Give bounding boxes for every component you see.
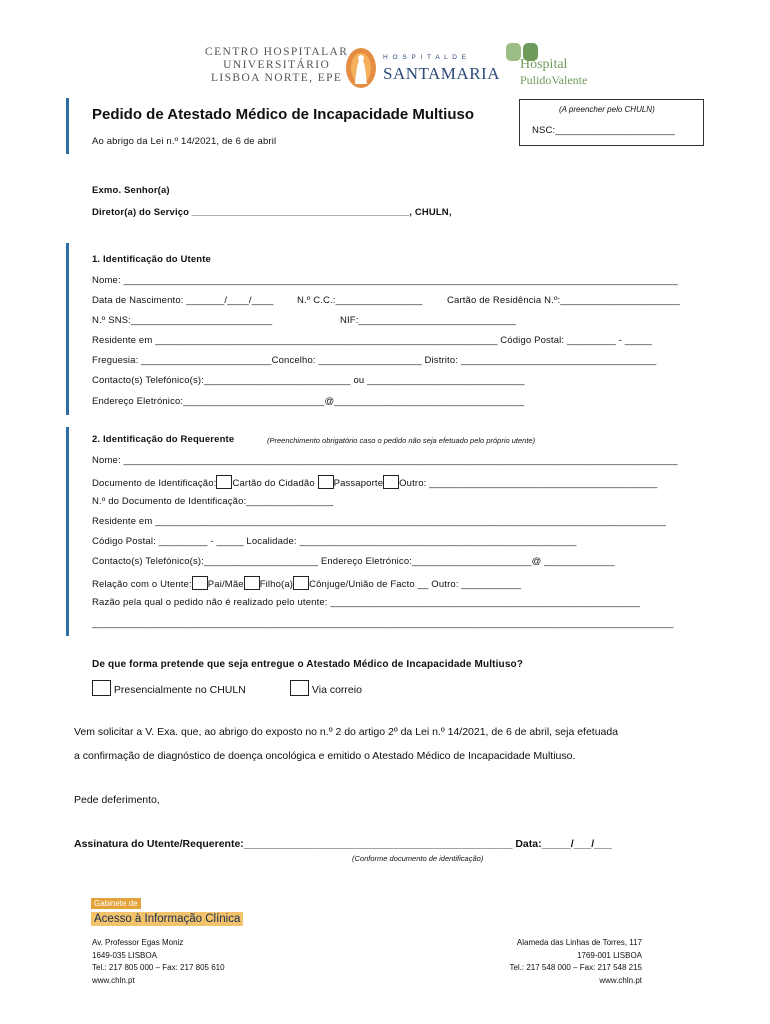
request-text-line2: a confirmação de diagnóstico de doença oncológica e emitido o Atestado Médico de Incapacidade Multiuso. bbox=[74, 750, 576, 762]
passaporte-checkbox[interactable] bbox=[318, 475, 334, 489]
gabinete-logo bbox=[91, 893, 243, 926]
chuln-use-box bbox=[519, 99, 704, 146]
hpv-name-line1: Hospital bbox=[520, 57, 568, 72]
gabinete-top-label: Gabinete de bbox=[91, 898, 141, 909]
accent-bar bbox=[66, 98, 69, 154]
pai-mae-checkbox[interactable] bbox=[192, 576, 208, 590]
signature-note: (Conforme documento de identificação) bbox=[352, 854, 484, 863]
utente-nif-field[interactable]: NIF:_____________________________ bbox=[340, 315, 517, 326]
signature-date-field[interactable]: Data:_____/___/___ bbox=[515, 838, 612, 850]
utente-email-field[interactable]: Endereço Eletrónico:__________________________@___________________________________ bbox=[92, 396, 525, 407]
razao-field[interactable]: Razão pela qual o pedido não é realizado pelo utente: _________________________________________________________ bbox=[92, 597, 641, 608]
razao-field-line2[interactable]: ___________________________________________________________________________________________________________ bbox=[92, 618, 674, 629]
footer-right-link[interactable]: www.chln.pt bbox=[599, 975, 642, 985]
chul-logo-line: CENTRO HOSPITALAR bbox=[205, 46, 349, 58]
footer-right-line: Tel.: 217 548 000 – Fax: 217 548 215 bbox=[509, 963, 642, 972]
relacao-label: Relação com o Utente: bbox=[92, 579, 192, 590]
utente-freguesia-field[interactable]: Freguesia: ________________________Concelho: ___________________ Distrito: ____________________________________ bbox=[92, 355, 657, 366]
presencial-checkbox[interactable] bbox=[92, 680, 111, 696]
filho-checkbox[interactable] bbox=[244, 576, 260, 590]
cartao-cidadao-label: Cartão do Cidadão bbox=[232, 478, 315, 489]
requerente-contacto-field[interactable]: Contacto(s) Telefónico(s):_____________________ Endereço Eletrónico:______________________@ _____________ bbox=[92, 556, 615, 567]
request-text-line1: Vem solicitar a V. Exa. que, ao abrigo do exposto no n.º 2 do artigo 2º da Lei n.º 14/2021, de 6 de abril, seja efetuada bbox=[74, 726, 619, 738]
passaporte-label: Passaporte bbox=[333, 478, 384, 489]
relacao-utente-row bbox=[92, 576, 521, 590]
section1-accent-bar bbox=[66, 243, 69, 415]
section2-accent-bar bbox=[66, 427, 69, 636]
salutation-service-field[interactable]: Diretor(a) do Serviço ________________________________________, CHULN, bbox=[92, 207, 452, 218]
section2-heading: 2. Identificação do Requerente bbox=[92, 434, 235, 445]
presencial-label: Presencialmente no CHULN bbox=[113, 684, 246, 696]
page-title: Pedido de Atestado Médico de Incapacidade Multiuso bbox=[92, 106, 475, 123]
requerente-codigo-postal-field[interactable]: Código Postal: _________ - _____ Localidade: ___________________________________________________ bbox=[92, 536, 577, 547]
delivery-option-correio[interactable] bbox=[290, 680, 362, 696]
footer-right-line: 1769-001 LISBOA bbox=[577, 950, 642, 960]
footer-right-line: Alameda das Linhas de Torres, 117 bbox=[516, 938, 642, 947]
santa-maria-emblem-icon bbox=[343, 44, 379, 90]
footer-left-line: Av. Professor Egas Moniz bbox=[92, 938, 184, 947]
gabinete-main-label: Acesso à Informação Clínica bbox=[91, 912, 243, 926]
cartao-cidadao-checkbox[interactable] bbox=[216, 475, 232, 489]
signature-row bbox=[74, 838, 612, 850]
correio-label: Via correio bbox=[311, 684, 362, 696]
utente-residente-field[interactable]: Residente em _______________________________________________________________ Código Postal: _________ - _____ bbox=[92, 335, 652, 346]
nsc-field[interactable]: NSC:______________________ bbox=[532, 125, 675, 136]
utente-data-nascimento-field[interactable]: Data de Nascimento: _______/____/____ bbox=[92, 295, 274, 306]
utente-cartao-residencia-field[interactable]: Cartão de Residência N.º:______________________ bbox=[447, 295, 680, 306]
delivery-option-presencial[interactable] bbox=[92, 680, 246, 696]
documento-identificacao-row bbox=[92, 475, 657, 489]
hsm-top-text: H O S P I T A L D E bbox=[383, 54, 468, 61]
chuln-box-note: (A preencher pelo CHULN) bbox=[559, 105, 655, 114]
documento-label: Documento de Identificação: bbox=[92, 478, 217, 489]
closing-text: Pede deferimento, bbox=[74, 794, 160, 806]
chul-logo-line: UNIVERSITÁRIO bbox=[223, 59, 331, 71]
signature-label: Assinatura do Utente/Requerente: bbox=[74, 838, 244, 850]
page-subtitle: Ao abrigo da Lei n.º 14/2021, de 6 de abril bbox=[92, 136, 277, 147]
utente-nome-field[interactable]: Nome: ______________________________________________________________________________________________________ bbox=[92, 275, 678, 286]
chul-logo bbox=[205, 46, 348, 85]
utente-cc-field[interactable]: N.º C.C.:________________ bbox=[297, 295, 423, 306]
footer-address-left bbox=[92, 937, 225, 987]
outro-documento-field[interactable]: Outro: __________________________________________ bbox=[399, 478, 658, 489]
utente-contacto-field[interactable]: Contacto(s) Telefónico(s):___________________________ ou _____________________________ bbox=[92, 375, 525, 386]
requerente-nome-field[interactable]: Nome: ______________________________________________________________________________________________________ bbox=[92, 455, 678, 466]
footer-address-right bbox=[509, 937, 642, 987]
requerente-doc-numero-field[interactable]: N.º do Documento de Identificação:________________ bbox=[92, 496, 334, 507]
delivery-question: De que forma pretende que seja entregue o Atestado Médico de Incapacidade Multiuso? bbox=[92, 659, 524, 670]
utente-sns-field[interactable]: N.º SNS:__________________________ bbox=[92, 315, 273, 326]
filho-label: Filho(a) bbox=[259, 579, 294, 590]
signature-field[interactable]: ______________________________________________ bbox=[243, 838, 513, 850]
footer-left-link[interactable]: www.chln.pt bbox=[92, 975, 135, 985]
hsm-name-text: SANTAMARIA bbox=[383, 64, 500, 83]
chul-logo-line: LISBOA NORTE, EPE bbox=[210, 72, 343, 84]
requerente-residente-field[interactable]: Residente em ______________________________________________________________________________________________ bbox=[92, 516, 666, 527]
section2-heading-note: (Preenchimento obrigatório caso o pedido não seja efetuado pelo próprio utente) bbox=[267, 436, 536, 445]
footer-left-line: Tel.: 217 805 000 – Fax: 217 805 610 bbox=[92, 963, 225, 972]
pai-mae-label: Pai/Mãe bbox=[207, 579, 244, 590]
hpv-name-line2: PulidoValente bbox=[520, 73, 588, 87]
conjuge-outro-label[interactable]: Cônjuge/União de Facto __ Outro: ___________ bbox=[309, 579, 522, 590]
correio-checkbox[interactable] bbox=[290, 680, 309, 696]
footer-left-line: 1649-035 LISBOA bbox=[92, 950, 157, 960]
outro-documento-checkbox[interactable] bbox=[383, 475, 399, 489]
conjuge-checkbox[interactable] bbox=[293, 576, 309, 590]
salutation-line1: Exmo. Senhor(a) bbox=[92, 185, 170, 196]
section1-heading: 1. Identificação do Utente bbox=[92, 254, 211, 265]
